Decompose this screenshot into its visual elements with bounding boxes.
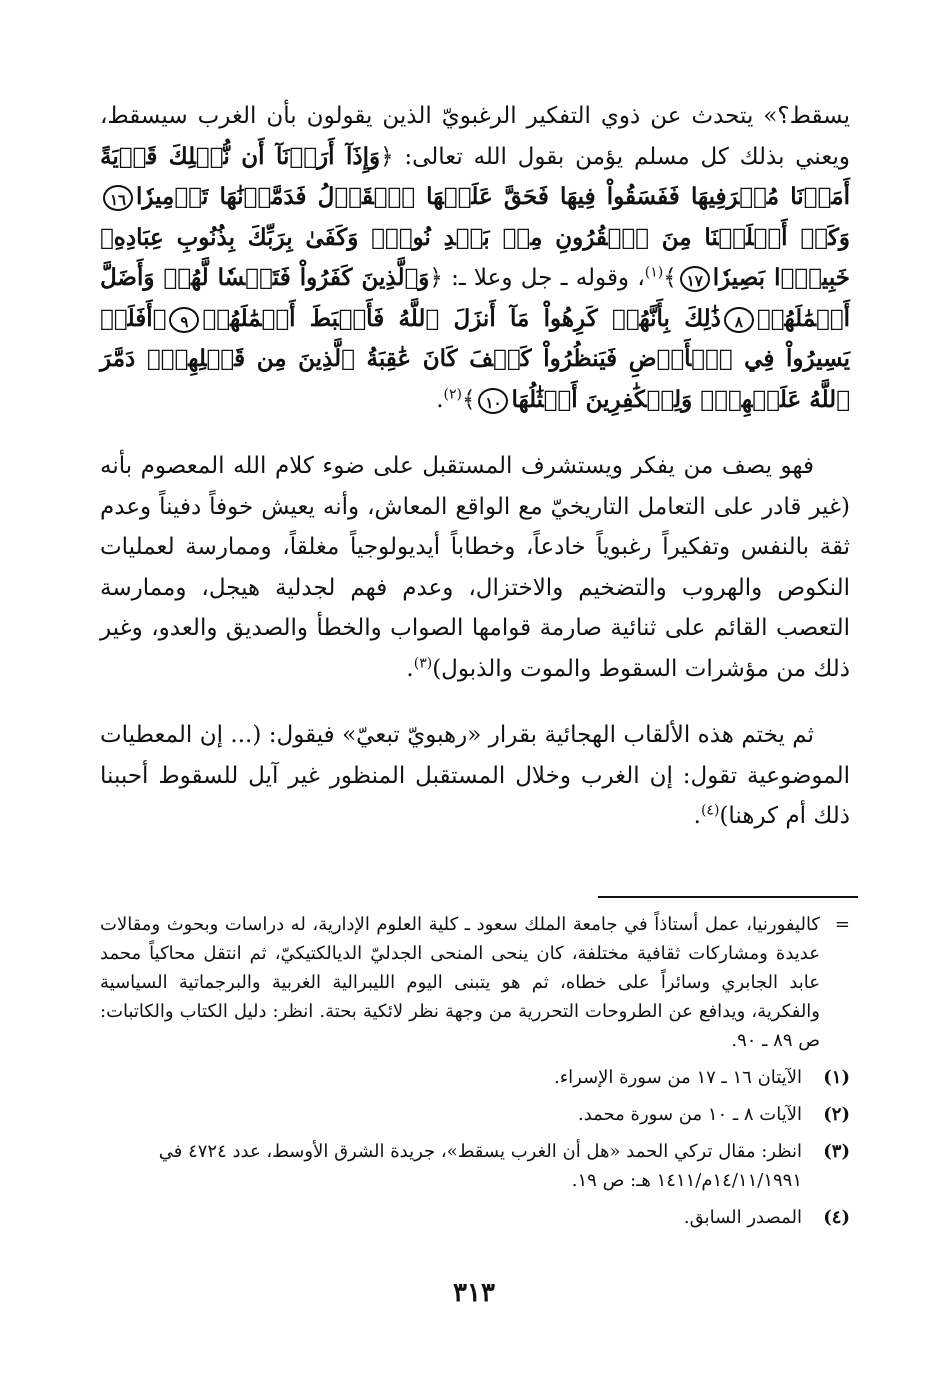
paragraph-3-text: ثم يختم هذه الألقاب الهجائية بقرار «رهبويّ تبعيّ» فيقول: (... إن المعطيات الموضوعية تقول: إن الغرب وخلال المستقبل المنظور غير آيل للسقوط أحببنا ذلك أم كرهنا) xyxy=(100,722,850,829)
ayah-number-marker: ١٧ xyxy=(680,266,710,292)
page-number: ٣١٣ xyxy=(453,1278,495,1308)
footnote-number: (٤) xyxy=(823,1207,850,1228)
paragraph-2-end: . xyxy=(406,655,414,682)
main-text xyxy=(100,96,850,837)
footnote-number: (١) xyxy=(823,1067,850,1088)
continuation-marker: = xyxy=(834,914,850,935)
ayah-number-marker: ١٠ xyxy=(478,388,508,414)
footnote-text: المصدر السابق. xyxy=(683,1207,802,1228)
paragraph-1-end: . xyxy=(436,386,444,413)
footnote-number: (٢) xyxy=(823,1104,850,1125)
quran-close-bracket: ﴾ xyxy=(663,265,677,291)
quran-verse-17: وَكَمۡ أَهۡلَكۡنَا مِنَ ٱلۡقُرُونِ مِنۢ بَعۡدِ نُوحٖۗ وَكَفَىٰ بِرَبِّكَ بِذُنُوبِ عِبَادِهِۦ خَبِيرَۢا بَصِيرٗا xyxy=(100,223,850,291)
paragraph-1-lead: يسقط؟» يتحدث عن ذوي التفكير الرغبويّ الذين يقولون بأن الغرب سيسقط، ويعني بذلك كل مسلم يؤمن بقول الله تعالى: ﴿ xyxy=(100,103,850,170)
footnote-text: الآيات ٨ ـ ١٠ من سورة محمد. xyxy=(577,1104,802,1125)
footnote-ref-4: (٤) xyxy=(700,802,720,819)
footnote-continuation-text: كاليفورنيا، عمل أستاذاً في جامعة الملك سعود ـ كلية العلوم الإدارية، له دراسات وبحوث ومقالات عديدة ومشاركات ثقافية مختلفة، كان ينحى المنحى الجدليّ الديالكتيكيّ، ثم انتقل محاكياً محمد عابد الجابري وسائراً على خطاه، ثم هو يتبنى اليوم الليبرالية الغربية والبرجماتية السياسية والفكرية، ويدافع عن الطروحات التحررية من وجهة نظر لائكية بحتة. انظر: دليل الكتاب والكاتبات: ص ٨٩ ـ ٩٠. xyxy=(100,914,820,1051)
paragraph-2 xyxy=(100,446,850,689)
footnote-4 xyxy=(100,1203,850,1232)
footnote-ref-1: (١) xyxy=(644,264,664,281)
footnote-text: انظر: مقال تركي الحمد «هل أن الغرب يسقط»، جريدة الشرق الأوسط، عدد ٤٧٢٤ في ١٤/١١/١٩٩١م/١٤١١ هـ: ص ١٩. xyxy=(158,1141,802,1191)
paragraph-1 xyxy=(100,96,850,420)
quran-verse-9: ذَٰلِكَ بِأَنَّهُمۡ كَرِهُواْ مَآ أَنزَلَ ٱللَّهُ فَأَحۡبَطَ أَعۡمَٰلَهُمۡ xyxy=(202,304,721,332)
ayah-number-marker: ١٦ xyxy=(103,185,133,211)
footnote-1 xyxy=(100,1063,850,1092)
footnote-number: (٣) xyxy=(823,1141,850,1162)
quran-verse-10: ۞أَفَلَمۡ يَسِيرُواْ فِي ٱلۡأَرۡضِ فَيَنظُرُواْ كَيۡفَ كَانَ عَٰقِبَةُ ٱلَّذِينَ مِن قَبۡلِهِمۡۖ دَمَّرَ ٱللَّهُ عَلَيۡهِمۡۖ وَلِلۡكَٰفِرِينَ أَمۡثَٰلُهَا xyxy=(100,304,850,413)
quran-verse-8: وَٱلَّذِينَ كَفَرُواْ فَتَعۡسٗا لَّهُمۡ وَأَضَلَّ أَعۡمَٰلَهُمۡ xyxy=(100,264,850,332)
footnote-3 xyxy=(100,1137,850,1195)
ayah-number-marker: ٩ xyxy=(169,307,199,333)
paragraph-3-end: . xyxy=(693,803,701,829)
paragraph-1-mid: ، وقوله ـ جل وعلا ـ: ﴿ xyxy=(429,265,645,291)
footnote-ref-2: (٢) xyxy=(443,385,462,402)
paragraph-3 xyxy=(100,715,850,837)
footnote-ref-3: (٣) xyxy=(413,654,433,671)
footnote-separator xyxy=(598,896,858,898)
footnote-text: الآيتان ١٦ ـ ١٧ من سورة الإسراء. xyxy=(553,1067,802,1088)
quran-close-bracket: ﴾ xyxy=(461,386,476,413)
paragraph-2-text: فهو يصف من يفكر ويستشرف المستقبل على ضوء كلام الله المعصوم بأنه (غير قادر على التعامل التاريخيّ مع الواقع المعاش، وأنه يعيش خوفاً دفيناً وعدم ثقة بالنفس وتفكيراً رغبوياً خادعاً، وخطاباً أيديولوجياً مغلقاً، وممارسة لعمليات النكوص والهروب والتضخيم والاختزال، وعدم فهم لجدلية هيجل، وممارسة التعصب القائم على ثنائية صارمة قوامها الصواب والخطأ والصديق والعدو، وغير ذلك من مؤشرات السقوط والموت والذبول) xyxy=(100,453,850,682)
ayah-number-marker: ٨ xyxy=(724,307,754,333)
footnotes xyxy=(100,910,850,1232)
footnote-2 xyxy=(100,1100,850,1129)
quran-verse-16: وَإِذَآ أَرَدۡنَآ أَن نُّهۡلِكَ قَرۡيَةً أَمَرۡنَا مُتۡرَفِيهَا فَفَسَقُواْ فِيهَا فَحَقَّ عَلَيۡهَا ٱلۡقَوۡلُ فَدَمَّرۡنَٰهَا تَدۡمِيرٗا xyxy=(100,142,850,210)
footnote-continuation xyxy=(100,910,850,1055)
